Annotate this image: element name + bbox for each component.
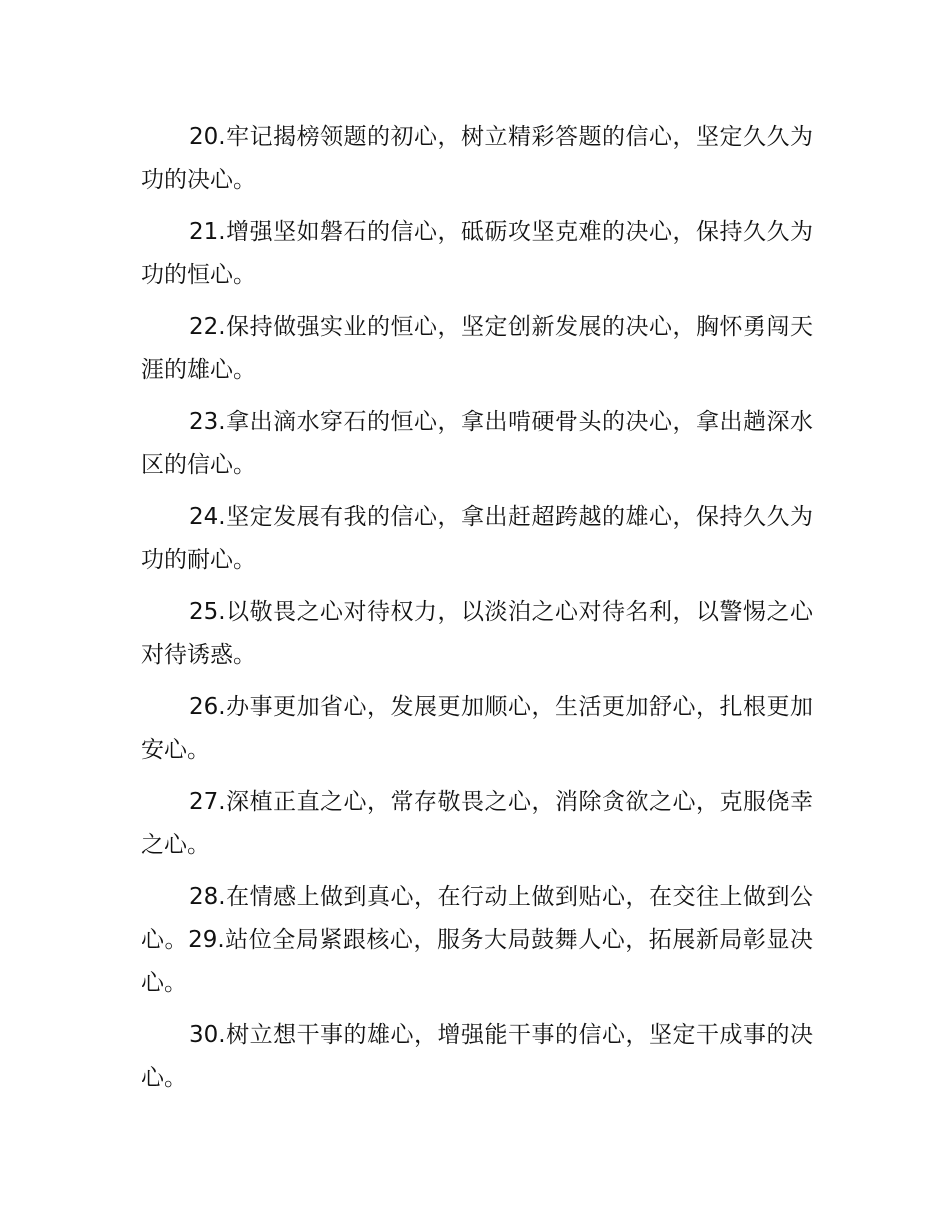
paragraph-27: 27.深植正直之心，常存敬畏之心，消除贪欲之心，克服侥幸之心。 xyxy=(141,789,813,858)
paragraph-25: 25.以敬畏之心对待权力，以淡泊之心对待名利，以警惕之心对待诱惑。 xyxy=(141,599,813,668)
paragraph-26: 26.办事更加省心，发展更加顺心，生活更加舒心，扎根更加安心。 xyxy=(141,694,813,763)
paragraph-21: 21.增强坚如磐石的信心，砥砺攻坚克难的决心，保持久久为功的恒心。 xyxy=(141,219,813,288)
paragraph-23: 23.拿出滴水穿石的恒心，拿出啃硬骨头的决心，拿出趟深水区的信心。 xyxy=(141,409,813,478)
paragraph-20: 20.牢记揭榜领题的初心，树立精彩答题的信心，坚定久久为功的决心。 xyxy=(141,124,813,193)
document-body xyxy=(141,116,813,1109)
paragraph-28-29: 28.在情感上做到真心，在行动上做到贴心，在交往上做到公心。29.站位全局紧跟核心，服务大局鼓舞人心，拓展新局彰显决心。 xyxy=(141,884,813,996)
paragraph-30: 30.树立想干事的雄心，增强能干事的信心，坚定干成事的决心。 xyxy=(141,1022,813,1091)
paragraph-24: 24.坚定发展有我的信心，拿出赶超跨越的雄心，保持久久为功的耐心。 xyxy=(141,504,813,573)
paragraph-22: 22.保持做强实业的恒心，坚定创新发展的决心，胸怀勇闯天涯的雄心。 xyxy=(141,314,813,383)
